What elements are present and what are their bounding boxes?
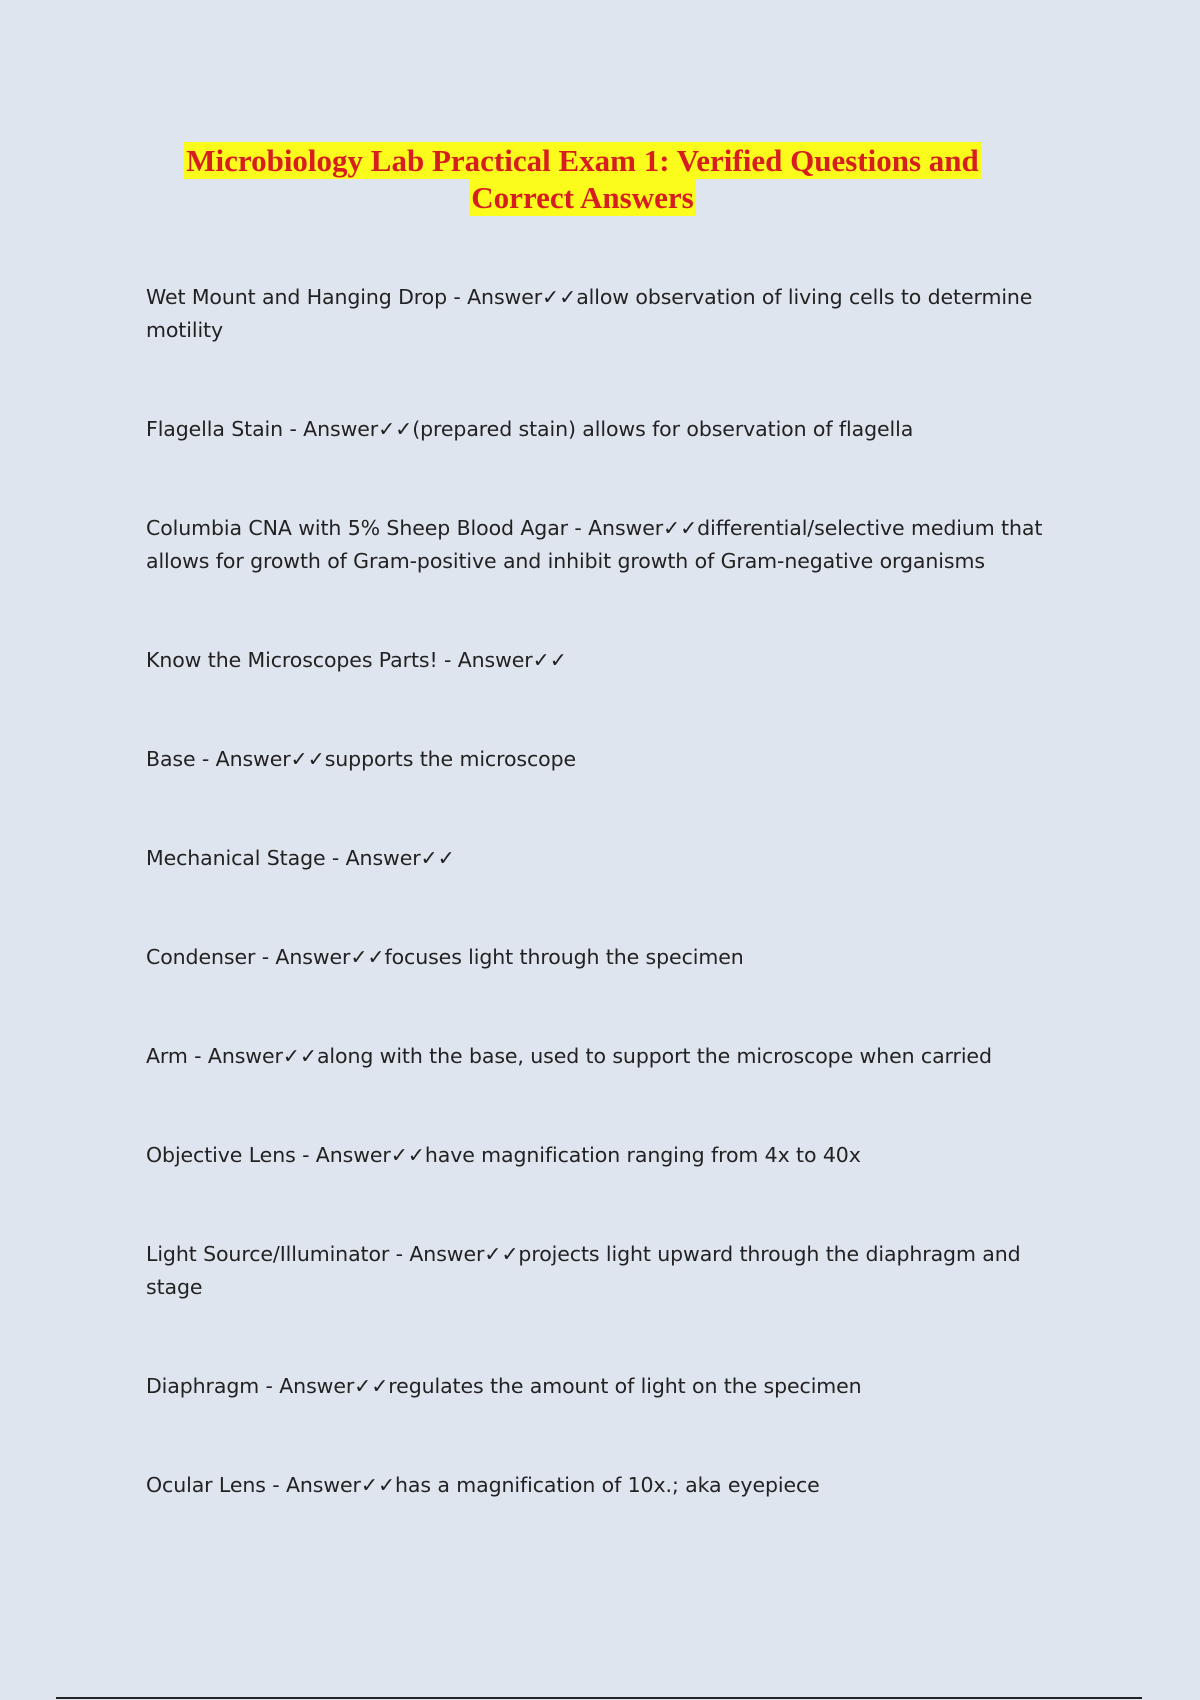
qa-item: Know the Microscopes Parts! - Answer✓✓ [146, 648, 567, 672]
qa-item: Diaphragm - Answer✓✓regulates the amount of light on the specimen [146, 1374, 862, 1398]
title-line-1: Microbiology Lab Practical Exam 1: Verified Questions and [186, 143, 979, 178]
qa-item: Base - Answer✓✓supports the microscope [146, 747, 577, 771]
question-answer-list [146, 281, 1046, 1568]
title-line-2: Correct Answers [471, 180, 694, 215]
qa-item: Flagella Stain - Answer✓✓(prepared stain) allows for observation of flagella [146, 417, 914, 441]
qa-item: Arm - Answer✓✓along with the base, used to support the microscope when carried [146, 1044, 992, 1068]
qa-item: Columbia CNA with 5% Sheep Blood Agar - Answer✓✓differential/selective medium that allows for growth of Gram-positive and inhibit growth of Gram-negative organisms [146, 516, 1043, 573]
qa-item: Objective Lens - Answer✓✓have magnification ranging from 4x to 40x [146, 1143, 861, 1167]
qa-item: Ocular Lens - Answer✓✓has a magnification of 10x.; aka eyepiece [146, 1473, 820, 1497]
page-bottom-divider [56, 1697, 1142, 1699]
qa-item: Mechanical Stage - Answer✓✓ [146, 846, 455, 870]
qa-item: Wet Mount and Hanging Drop - Answer✓✓allow observation of living cells to determine motility [146, 285, 1033, 342]
qa-item: Light Source/Illuminator - Answer✓✓projects light upward through the diaphragm and stage [146, 1242, 1021, 1299]
document-title [120, 142, 1045, 216]
qa-item: Condenser - Answer✓✓focuses light through the specimen [146, 945, 744, 969]
